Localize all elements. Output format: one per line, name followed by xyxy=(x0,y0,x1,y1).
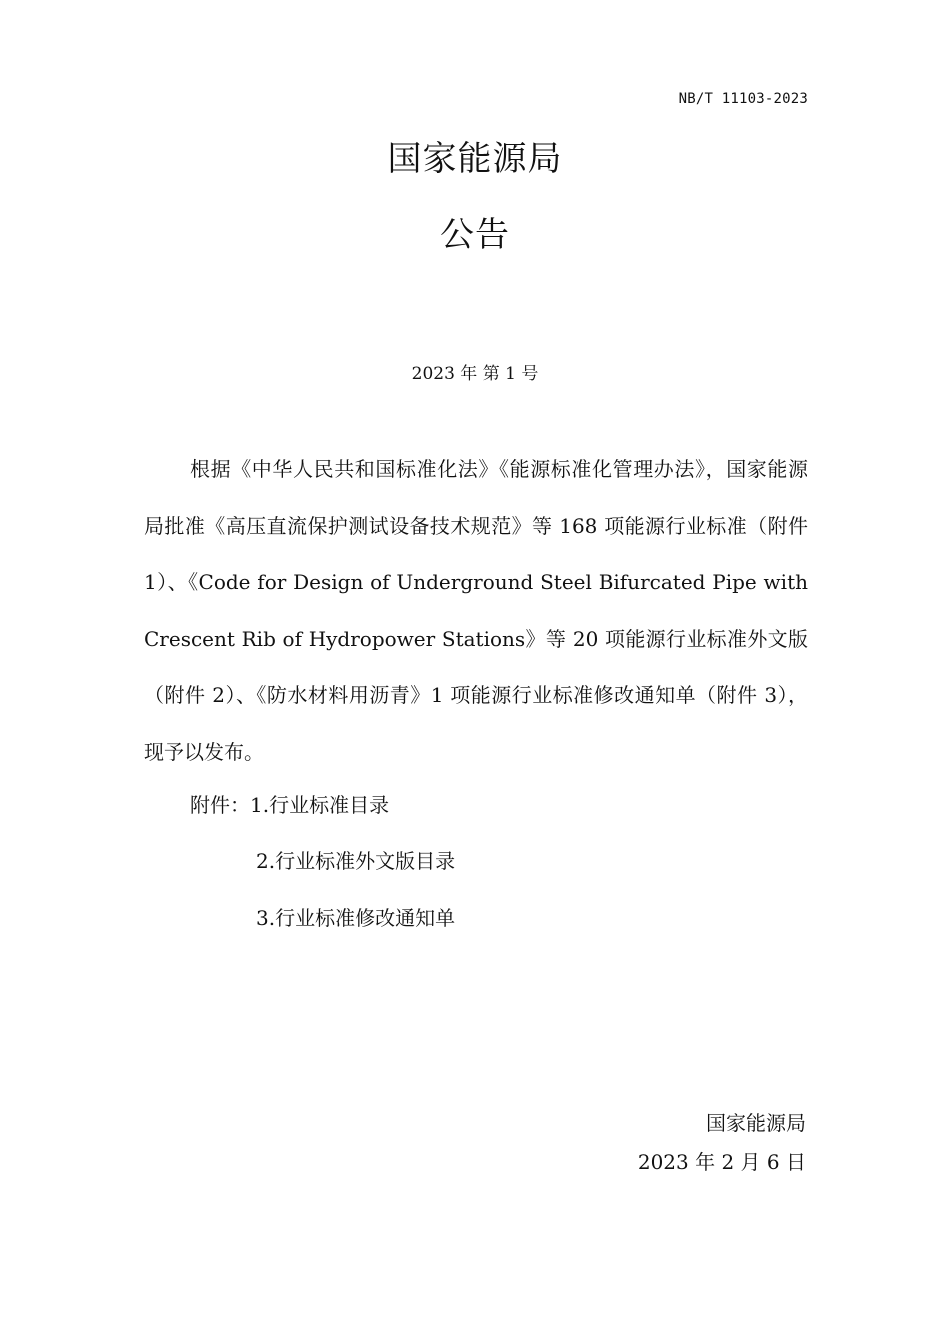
issuer-title: 国家能源局 xyxy=(387,139,563,179)
signature-organization: 国家能源局 xyxy=(706,1111,806,1135)
attachment-item: 2.行业标准外文版目录 xyxy=(256,849,456,873)
announcement-body: 根据《中华人民共和国标准化法》《能源标准化管理办法》，国家能源局批准《高压直流保护测试设备技术规范》等 168 项能源行业标准（附件 1）、《Code for Design of Underground Steel Bifurcated Pipe with Crescent Rib of Hydropower Stations》等 20 项能源行业标准外文版（附件 2）、《防水材料用沥青》1 项能源行业标准修改通知单（附件 3），现予以发布。 xyxy=(144,457,808,764)
attachment-item: 1.行业标准目录 xyxy=(250,793,390,817)
attachment-item: 3.行业标准修改通知单 xyxy=(256,906,456,930)
announcement-title: 公告 xyxy=(440,215,510,255)
signature-date: 2023 年 2 月 6 日 xyxy=(637,1150,806,1174)
attachments-label: 附件： xyxy=(190,793,250,817)
standard-code: NB/T 11103-2023 xyxy=(678,91,808,107)
issue-number: 2023 年 第 1 号 xyxy=(411,364,539,384)
